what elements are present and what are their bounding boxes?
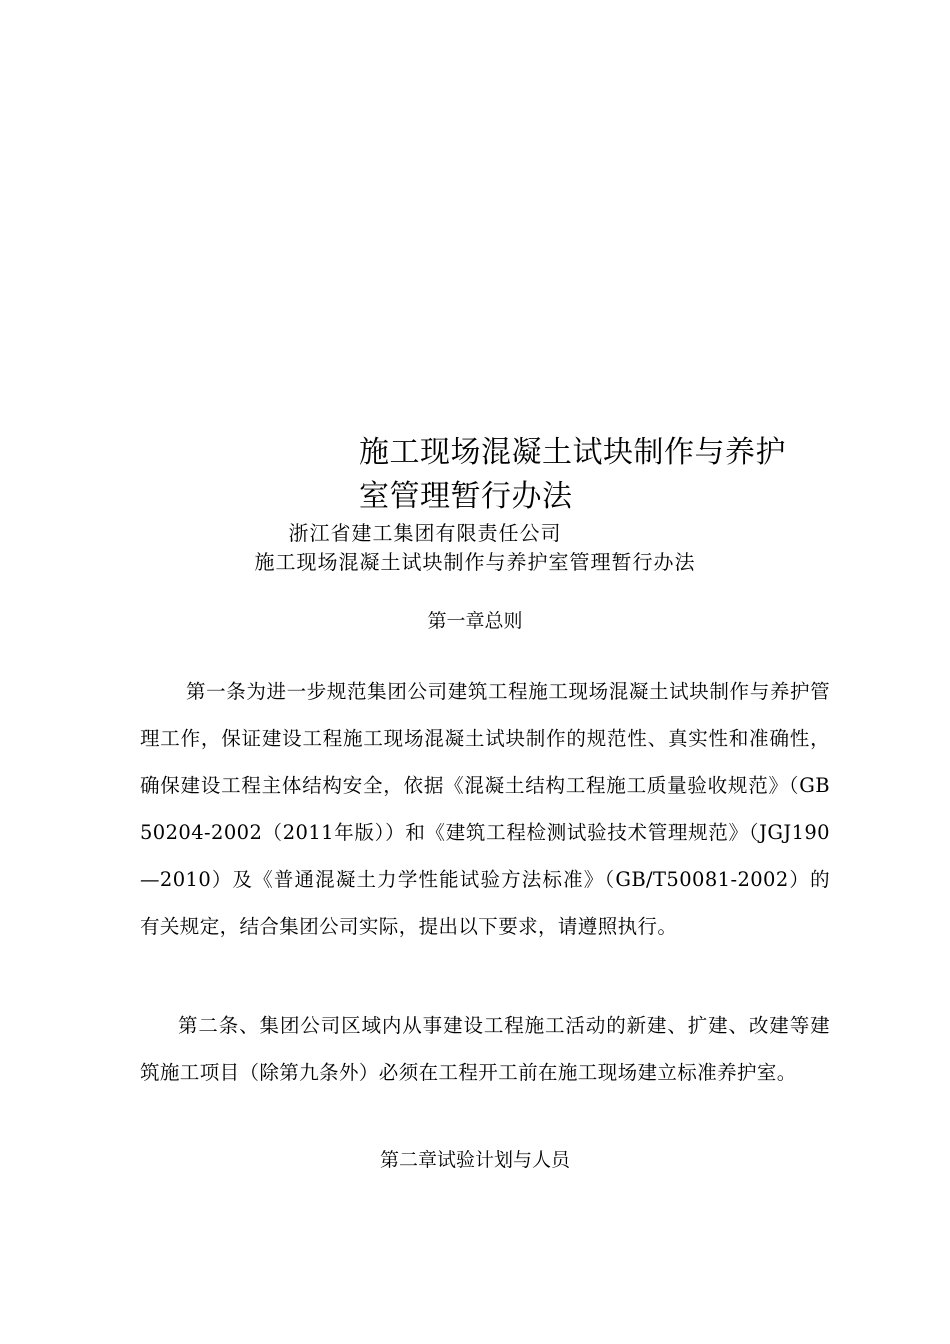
article-2-paragraph: 第二条、集团公司区域内从事建设工程施工活动的新建、扩建、改建等建筑施工项目（除第九条外）必须在工程开工前在施工现场建立标准养护室。	[140, 1013, 830, 1084]
document-title-line-2: 室管理暂行办法	[359, 479, 573, 514]
document-title-line-1: 施工现场混凝土试块制作与养护	[359, 435, 786, 470]
document-subtitle: 施工现场混凝土试块制作与养护室管理暂行办法	[254, 550, 696, 574]
chapter-heading-1: 第一章总则	[427, 610, 523, 632]
company-name: 浙江省建工集团有限责任公司	[288, 521, 562, 545]
chapter-heading-2: 第二章试验计划与人员	[379, 1149, 570, 1171]
article-1-paragraph: 第一条为进一步规范集团公司建筑工程施工现场混凝土试块制作与养护管理工作，保证建设工程施工现场混凝土试块制作的规范性、真实性和准确性，确保建设工程主体结构安全，依据《混凝土结构工程施工质量验收规范》（GB50204-2002（2011年版））和《建筑工程检测试验技术管理规范》（JGJ190—2010）及《普通混凝土力学性能试验方法标准》（GB/T50081-2002）的有关规定，结合集团公司实际，提出以下要求，请遵照执行。	[140, 679, 830, 938]
